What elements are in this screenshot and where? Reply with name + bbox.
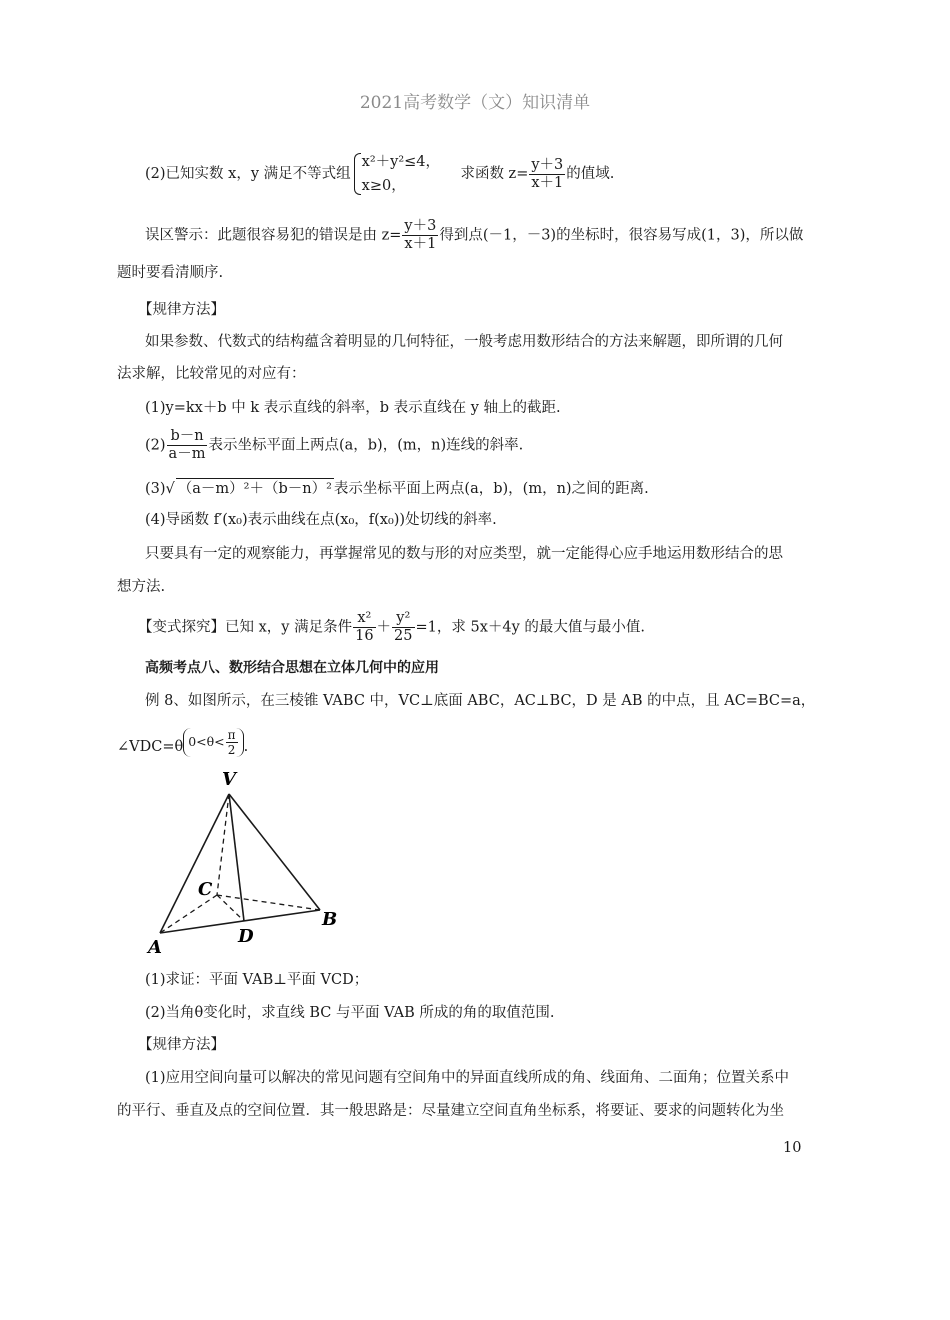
question-part-2: (2)当角θ变化时，求直线 BC 与平面 VAB 所成的角的取值范围.	[145, 1005, 555, 1021]
label-C: C	[198, 879, 213, 900]
method-item-3	[145, 478, 649, 499]
variant-prefix: 【变式探究】已知 x，y 满足条件	[138, 619, 353, 636]
warning-prefix: 误区警示：此题很容易犯的错误是由 z=	[145, 227, 402, 244]
method-2-line-2: 的平行、垂直及点的空间位置．其一般思路是：尽量建立空间直角坐标系，将要证、要求的问题转化为坐	[117, 1103, 784, 1119]
condition-2: x≥0，	[361, 178, 406, 194]
edge-VA	[160, 794, 229, 933]
fraction	[529, 157, 565, 192]
label-A: A	[148, 937, 162, 958]
question-2-mid: 求函数 z=	[460, 166, 529, 182]
warning-line-1	[145, 218, 803, 253]
method-paragraph-1-line-2: 法求解，比较常见的对应有：	[117, 366, 306, 382]
edge-CD	[217, 895, 244, 921]
page-number: 10	[783, 1140, 802, 1156]
pyramid-figure	[140, 765, 360, 965]
variant-exploration	[138, 610, 645, 645]
numerator: b－n	[167, 428, 208, 446]
numerator: y＋3	[404, 218, 437, 234]
angle-condition	[183, 728, 243, 757]
label-B: B	[322, 909, 338, 930]
question-2-prefix: (2)已知实数 x，y 满足不等式组	[145, 166, 351, 182]
denominator: 2	[227, 743, 236, 757]
numerator: y²	[392, 610, 414, 628]
method-2-line-1: (1)应用空间向量可以解决的常见问题有空间角中的异面直线所成的角、线面角、二面角；位置关系中	[145, 1070, 790, 1086]
example-8-line-1: 例 8、如图所示，在三棱锥 VABC 中，VC⊥底面 ABC，AC⊥BC，D 是 AB 的中点，且 AC=BC=a，	[145, 693, 816, 709]
numerator: y＋3	[531, 156, 564, 173]
fraction	[167, 428, 208, 463]
question-part-1: (1)求证：平面 VAB⊥平面 VCD；	[145, 972, 369, 988]
denominator: 16	[355, 628, 374, 644]
edge-VC	[217, 794, 229, 895]
edge-VB	[229, 794, 320, 910]
numerator: π	[227, 728, 236, 742]
radicand: （a－m）²＋（b－n）²	[176, 478, 334, 499]
period: .	[243, 739, 249, 755]
fraction	[402, 218, 438, 253]
denominator: 25	[394, 628, 413, 644]
condition-text: 0<θ<	[188, 734, 225, 749]
method-paragraph-1-line-1: 如果参数、代数式的结构蕴含着明显的几何特征，一般考虑用数形结合的方法来解题，即所谓的几何	[145, 334, 783, 350]
question-2	[145, 150, 614, 198]
warning-line-2: 题时要看清顺序.	[117, 265, 224, 281]
item-2-prefix: (2)	[145, 437, 166, 454]
label-D: D	[238, 926, 254, 947]
fraction	[353, 610, 375, 645]
method-item-2	[145, 428, 523, 463]
item-3-prefix: (3)√	[145, 481, 175, 497]
item-2-suffix: 表示坐标平面上两点(a，b)，(m，n)连线的斜率.	[208, 437, 524, 454]
label-V: V	[222, 769, 236, 790]
angle-expression: ∠VDC=θ	[117, 739, 184, 755]
numerator: x²	[353, 610, 375, 628]
fraction	[392, 610, 414, 645]
denominator: x＋1	[531, 174, 564, 191]
example-8-line-2	[117, 728, 248, 757]
denominator: x＋1	[404, 236, 437, 252]
method-item-1: (1)y=kx＋b 中 k 表示直线的斜率，b 表示直线在 y 轴上的截距.	[145, 400, 561, 416]
question-2-suffix: 的值域.	[566, 166, 615, 182]
method-item-4: (4)导函数 f′(x₀)表示曲线在点(x₀，f(x₀))处切线的斜率.	[145, 512, 497, 528]
denominator: a－m	[168, 446, 206, 462]
page-header: 2021高考数学（文）知识清单	[359, 93, 591, 113]
variant-suffix: =1，求 5x＋4y 的最大值与最小值.	[415, 619, 646, 636]
method-paragraph-2-line-2: 想方法.	[117, 579, 166, 595]
warning-suffix: 得到点(－1，－3)的坐标时，很容易写成(1，3)，所以做	[439, 227, 804, 244]
edge-CB	[217, 895, 320, 910]
method-heading: 【规律方法】	[138, 302, 225, 318]
fraction	[226, 728, 238, 757]
item-3-suffix: 表示坐标平面上两点(a，b)，(m，n)之间的距离.	[333, 481, 649, 497]
method-paragraph-2-line-1: 只要具有一定的观察能力，再掌握常见的数与形的对应类型，就一定能得心应手地运用数形结合的思	[145, 546, 783, 562]
section-title: 高频考点八、数形结合思想在立体几何中的应用	[145, 660, 439, 676]
method-heading-2: 【规律方法】	[138, 1037, 225, 1053]
edge-VD	[229, 794, 244, 921]
inequality-system	[353, 150, 440, 198]
condition-1: x²＋y²≤4，	[361, 154, 441, 170]
plus-sign: ＋	[376, 619, 392, 636]
